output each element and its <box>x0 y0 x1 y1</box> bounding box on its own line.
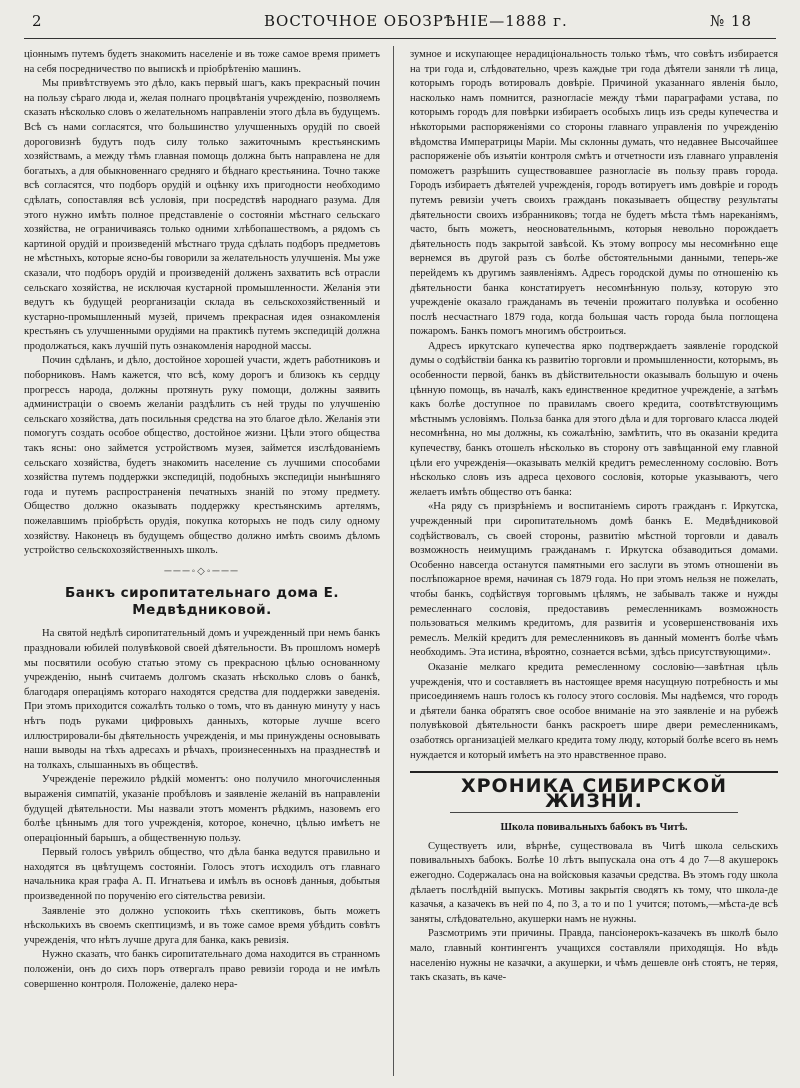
chronicle-rule <box>450 812 738 813</box>
column-divider <box>393 46 394 1076</box>
ornament-divider: ───◦◇◦─── <box>164 565 240 577</box>
chronicle-title: ХРОНИКА СИБИРСКОЙ ЖИЗНИ. <box>460 775 728 812</box>
paragraph: На святой недѣлѣ сиропитательный домъ и учрежденный при немъ банкъ праздновали юбилей полувѣковой своей дѣятельности. Въ прошломъ номерѣ мы посвятили особую статью этому съ прекрасною цѣлью основанному учрежденію, нынѣ считаемъ долгомъ сказать нѣсколько словъ о банкѣ, благодаря операціямъ котораго находятся средства для поддержки заведенія. При этомъ приходится сожалѣть только о томъ, что въ данную минуту у насъ нѣтъ подъ руками цифровыхъ данныхъ, которые лучше всего иллюстрировали-бы дѣятельность учрежденія, и мы принуждены основывать наши выводы на тѣхъ адресахъ и рѣчахъ, произнесенныхъ на празднествѣ и на толкахъ, слышанныхъ въ обществѣ. <box>24 628 380 771</box>
header-rule <box>24 38 776 39</box>
paragraph: Первый голосъ увѣрилъ общество, что дѣла банка ведутся правильно и находятся въ цвѣтущемъ состояніи. Голосъ этотъ исходилъ отъ главнаго начальника края графа А. П. Игнатьева и имѣлъ въ основѣ данныя, добытыя произведенной по порученію его сіятельства ревизіи. <box>24 847 380 903</box>
left-column <box>24 48 380 992</box>
paragraph: Учрежденіе пережило рѣдкій моментъ: оно получило многочисленныя выраженія симпатій, указаніе пробѣловъ и заявленіе желаній въ направленіи будущей дѣятельности. Мы назвали этотъ моментъ рѣдкимъ, назовемъ его болѣе цѣннымъ для того учрежденія, которое, конечно, цѣлью имѣетъ не операціонный барышъ, а общественную пользу. <box>24 774 380 844</box>
paragraph: Разсмотримъ эти причины. Правда, пансіонерокъ-казачекъ въ школѣ было мало, главный контингентъ учащихся составляли приходящія. Но вѣдь населенію нужны не казачки, а акушерки, и чѣмъ дешевле онѣ стоятъ, не теряя, такъ сказать, въ каче- <box>410 928 778 984</box>
paragraph: Почин сдѣланъ, и дѣло, достойное хорошей участи, ждетъ работниковъ и поборниковъ. Намъ кажется, что всѣ, кому дорогъ и близокъ къ сердцу прогрессъ народа, должны протянуть руку помощи, должны заявить администраціи о своемъ желаніи раздѣлить съ ней труды по улучшенію сельскаго хозяйства, дать посильныя средства на это благое дѣло. Желанія эти помогутъ создать особое общество, достойное жизни. Цѣли этого общества такъ ясны: оно займется устройствомъ музея, займется изслѣдованіемъ сельскаго хозяйства, будетъ знакомить население съ лучшими способами хозяйства путемъ поддержки экспедицій, подобныхъ экспедиціи нынѣшняго года и путемъ распространенія печатныхъ знаній по этому предмету. Общество должно оказывать поддержку крестьянскимъ артелямъ, пожелавшимъ пріобрѣсть орудія, покупка которыхъ не подъ силу одному хозяйству. Наконецъ въ будущемъ общество должно имѣть своимъ дѣломъ устройство сельскохозяйственныхъ школъ. <box>24 355 380 557</box>
paragraph: Заявленіе это должно успокоить тѣхъ скептиковъ, быть можетъ нѣсколькихъ въ своемъ скептицизмѣ, и въ тоже самое время убѣдить совѣтъ учрежденія, что нѣтъ лучше друга для банка, какъ ревизія. <box>24 905 380 946</box>
right-column <box>410 48 778 986</box>
section-title: Банкъ сиропитательнаго дома Е. Медвѣдниковой. <box>64 585 340 619</box>
paragraph: Нужно сказать, что банкъ сиропитательнаго дома находится въ странномъ положеніи, онъ до сихъ поръ отвергалъ право ревизіи города и не имѣлъ совершенно контроля. Положеніе, далеко нера- <box>24 949 380 990</box>
paragraph: ціоннымъ путемъ будетъ знакомить населеніе и въ тоже самое время приметъ на себя посредничество по выпискѣ и пріобрѣтенію машинъ. <box>24 49 380 75</box>
running-header <box>24 8 776 36</box>
paragraph: Мы привѣтствуемъ это дѣло, какъ первый шагъ, какъ прекрасный почин на пользу сѣраго люда и, желая полнаго процвѣтанія учрежденію, позволяемъ сказать нѣсколько словъ о желательномъ направленіи этого дѣла въ будущемъ. Всѣ съ нами согласятся, что большинство улучшенныхъ орудій по своей дороговизнѣ будутъ подъ силу только зажиточнымъ крестьянскимъ хозяйствамъ, а между тѣмъ главная помощь должна быть направлена не для богатыхъ, а для обыкновеннаго средняго и бѣднаго крестьянина. Точно также всѣ согласятся, что подборъ орудій и оцѣнку ихъ пригодности необходимо сдѣлать, сопоставляя всѣ условія, при посредствѣ народнаго разума. Для этого нужно имѣть полное представленіе о состояніи мѣстнаго сельскаго хозяйства, не ограничиваясь только одними хлѣбопашествомъ, а рядомъ съ картиной орудій и произведеній мѣстнаго труда сдѣлать подборъ предметовъ не мѣстныхъ, которые ясно-бы говорили за желательность улучшенія. Мы уже сказали, что подборъ орудій и произведеній долженъ захватить всѣ отрасли сельскаго хозяйства, не исключая кустарной промышленности. Желанія эти ведутъ къ будущей реорганизаціи склада въ сельскохозяйственный и кустарно-промышленный музей, причемъ прекрасная идея ознакомленія крестьянъ съ улучшенными орудіями на практикѣ путемъ экспедицій должна продолжаться, какъ лучшій путь ознакомленія народной массы. <box>24 78 380 352</box>
paragraph: зумное и искупающее нерадиціональность только тѣмъ, что совѣтъ избирается на три года и, слѣдовательно, чрезъ каждые три года дѣятели заняли тѣ лица, которымъ городъ вотировалъ довѣріе. Причиной указаннаго явленія было, насколько намъ помнится, разногласіе между тѣми параграфами устава, по которымъ городъ для повѣрки избираетъ особыхъ лицъ изъ среды купечества и нѣкоторыми распоряженіями со стороны главнаго управленія по учрежденію вѣдомства Императрицы Маріи. Мы склонны думать, что недавнее Высочайшее распоряженіе объ изъятіи контроля смѣтъ и отчетности изъ главнаго управленія поможетъ разрѣшить существовавшее разногласіе въ пользу правъ города. Городъ избираетъ дѣятелей учрежденія, городъ вотируетъ имъ довѣріе и городъ путемъ ревизіи учетъ своихъ гражданъ показываетъ обществу результаты дѣятельности своихъ избранниковъ; тогда не будетъ мѣста тѣмъ нареканіямъ, часто, быть можетъ, неосновательнымъ, которыя невольно порождаетъ дѣятельность подъ закрытой завѣсой. Къ этому вопросу мы несомнѣнно еще вернемся въ другой разъ съ болѣе обстоятельными данными, теперь-же перейдемъ къ другимъ заявленіямъ. Адресъ городской думы по отношенію къ дѣятельности банка констатируетъ несомнѣнную пользу, которую это учрежденіе оказало гражданамъ въ теченіи прожитаго полувѣка и особенно послѣ несчастнаго 1879 года, когда большая часть города была поглощена пожаромъ. Банкъ помогъ многимъ обстроиться. <box>410 49 778 338</box>
quote-paragraph: «На ряду съ призрѣніемъ и воспитаніемъ сиротъ гражданъ г. Иркутска, учрежденный при сиропитательномъ домѣ банкъ Е. Медвѣдниковой содѣйствовалъ, съ своей стороны, развитію мѣстной торговли и давалъ возможность неимущимъ гражданамъ г. Иркутска обзаводиться домами. Особенно навсегда останутся памятными его заслуги въ этомъ отношеніи въ послѣпожарное время, начиная съ 1879 года. Но при этомъ нельзя не пожелать, чтобы банкъ, содѣйствуя торговымъ цѣлямъ, не забывалъ также и нужды ремесленнаго сословія, предоставивъ ремесленникамъ возможность пользоваться мелкимъ кредитомъ, для развитія и усовершенствованія ихъ ремеслъ. Мелкій кредитъ для ремесленниковъ въ данный моментъ болѣе чѣмъ необходимъ. Эта истина, вѣроятно, сознается всѣми, здѣсь присутствующими». <box>410 501 778 659</box>
paragraph: Оказаніе мелкаго кредита ремесленному сословію—завѣтная цѣль учрежденія, что и составляетъ въ настоящее время насущную потребность и мы присоединяемъ нашъ голосъ къ голосу этого сословія. Мы надѣемся, что городъ и дѣятели банка обратятъ свое особое вниманіе на это заявленіе и на рубежѣ полувѣковой дѣятельности банкъ раскроетъ шире двери ремесленникамъ, озаботясь организаціей мелкаго кредита тому люду, который болѣе всего въ немъ нуждается и который имѣетъ на это нравственное право. <box>410 661 778 761</box>
section-rule <box>410 771 778 773</box>
issue-number: № 18 <box>709 12 752 30</box>
article-subhead: Школа повивальныхъ бабокъ въ Читѣ. <box>500 822 688 834</box>
paragraph: Адресъ иркутскаго купечества ярко подтверждаетъ заявленіе городской думы о содѣйствіи банка къ развитію торговли и промышленности, которымъ, въ особенности первой, банкъ въ дѣйствительности оказывалъ большую и очень цѣнную помощь, въ началѣ, какъ единственное кредитное учрежденіе, а затѣмъ какъ болѣе доступное по правиламъ своего кредита, соотвѣтствующимъ мѣстнымъ условіямъ. Польза банка для этого дѣла и для торговаго класса людей несомнѣнна, но мы должны, къ сожалѣнію, замѣтить, что въ оказаніи кредита купечеству, банкъ отошелъ нѣсколько въ сторону отъ завѣщанной ему главной цѣли его учрежденія—оказывать мелкій кредитъ ремесленному сословію. Вотъ нѣсколько словъ изъ адреса цехового сословія, которые указываютъ, чего желаетъ имѣть общество отъ банка: <box>410 340 778 498</box>
paragraph: Существуетъ или, вѣрнѣе, существовала въ Читѣ школа сельскихъ повивальныхъ бабокъ. Болѣе 10 лѣтъ выпускала она отъ 4 до 7—8 акушерокъ ежегодно. Содержалась она на войсковыя казачьи средства. Въ этомъ году школа дѣлаетъ послѣдній выпускъ. Мотивы закрытія сводятъ къ тому, что школа-де казачья, а казачекъ въ ней по 4, по 3, а то и по 1 учится; потомъ,—мѣста-де всѣ заняты, слѣдовательно, акушерки намъ не нужны. <box>410 840 778 925</box>
newspaper-title: ВОСТОЧНОЕ ОБОЗРѢНІЕ—1888 г. <box>264 12 568 30</box>
page-number: 2 <box>32 12 43 30</box>
